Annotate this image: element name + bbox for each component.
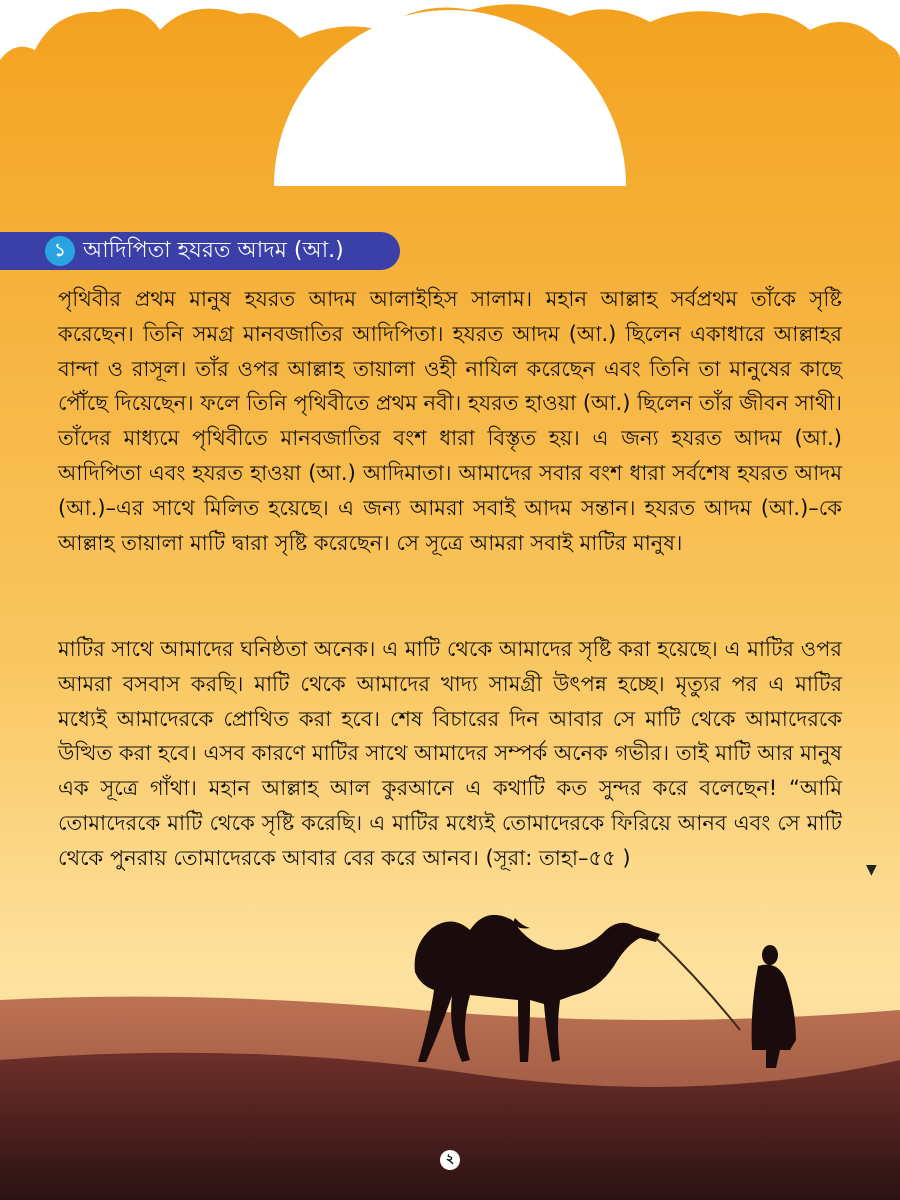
chapter-number-badge: ১ [45,236,75,266]
page-number: ২ [440,1150,460,1170]
chapter-heading [0,232,400,270]
paragraph-1: পৃথিবীর প্রথম মানুষ হযরত আদম আলাইহিস সালাম। মহান আল্লাহ সর্বপ্রথম তাঁকে সৃষ্টি করেছেন। তিনি সমগ্র মানবজাতির আদিপিতা। হযরত আদম (আ.) ছিলেন একাধারে আল্লাহর বান্দা ও রাসূল। তাঁর ওপর আল্লাহ তায়ালা ওহী নাযিল করেছেন এবং তিনি তা মানুষের কাছে পৌঁছে দিয়েছেন। ফলে তিনি পৃথিবীতে প্রথম নবী। হযরত হাওয়া (আ.) ছিলেন তাঁর জীবন সাথী। তাঁদের মাধ্যমে পৃথিবীতে মানবজাতির বংশ ধারা বিস্তৃত হয়। এ জন্য হযরত আদম (আ.) আদিপিতা এবং হযরত হাওয়া (আ.) আদিমাতা। আমাদের সবার বংশ ধারা সর্বশেষ হযরত আদম (আ.)–এর সাথে মিলিত হয়েছে। এ জন্য আমরা সবাই আদম সন্তান। হযরত আদম (আ.)–কে আল্লাহ তায়ালা মাটি দ্বারা সৃষ্টি করেছেন। সে সূত্রে আমরা সবাই মাটির মানুষ। [58,287,842,555]
chapter-title: আদিপিতা হযরত আদম (আ.) [83,237,344,263]
paragraph-2: মাটির সাথে আমাদের ঘনিষ্ঠতা অনেক। এ মাটি থেকে আমাদের সৃষ্টি করা হয়েছে। এ মাটির ওপর আমরা বসবাস করছি। মাটি থেকে আমাদের খাদ্য সামগ্রী উৎপন্ন হচ্ছে। মৃত্যুর পর এ মাটির মধ্যেই আমাদেরকে প্রোথিত করা হবে। শেষ বিচারের দিন আবার সে মাটি থেকে আমাদেরকে উত্থিত করা হবে। এসব কারণে মাটির সাথে আমাদের সম্পর্ক অনেক গভীর। তাই মাটি আর মানুষ এক সূত্রে গাঁথা। মহান আল্লাহ আল কুরআনে এ কথাটি কত সুন্দর করে বলেছেন! “আমি তোমাদেরকে মাটি থেকে সৃষ্টি করেছি। এ মাটির মধ্যেই তোমাদেরকে ফিরিয়ে আনব এবং সে মাটি থেকে পুনরায় তোমাদেরকে আবার বের করে আনব। (সূরা: তাহা–৫৫ ) [58,637,842,870]
arrow-marker-icon: ▼ [866,862,877,878]
